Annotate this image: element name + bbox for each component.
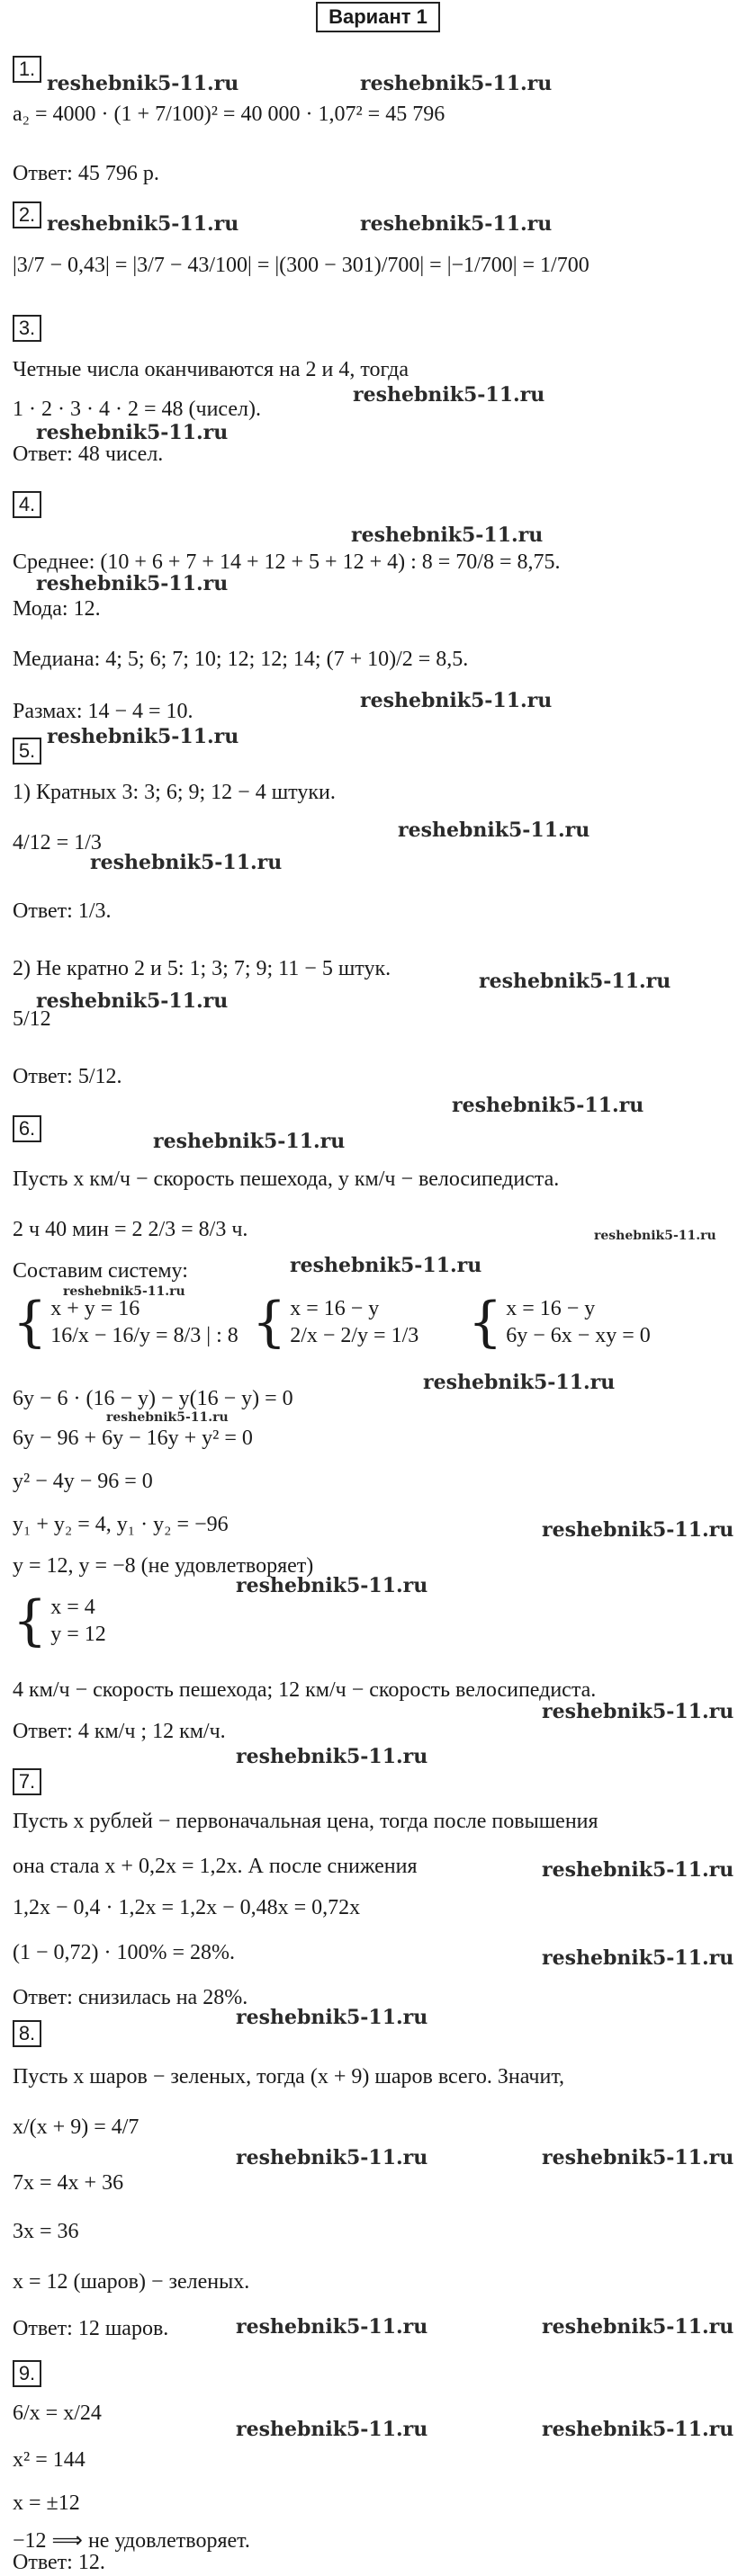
task-5-fraction-2: 5/12 [13, 1007, 51, 1031]
task-5-number: 5. [13, 738, 41, 765]
watermark: reshebnik5-11.ru [479, 970, 671, 993]
task-3-number: 3. [13, 315, 41, 342]
task-4-median: Медиана: 4; 5; 6; 7; 10; 12; 12; 14; (7 + 10)/2 = 8,5. [13, 648, 469, 671]
watermark: reshebnik5-11.ru [398, 818, 590, 842]
watermark: reshebnik5-11.ru [63, 1284, 185, 1299]
task-6-line-1: Пусть x км/ч − скорость пешехода, y км/ч − велосипедиста. [13, 1167, 560, 1191]
task-1-answer: Ответ: 45 796 р. [13, 162, 159, 185]
task-8-answer: Ответ: 12 шаров. [13, 2317, 169, 2340]
task-9-answer: Ответ: 12. [13, 2551, 105, 2574]
task-1-formula: a₂ = 4000 · (1 + 7/100)² = 40 000 · 1,07² = 45 796 [13, 103, 446, 126]
watermark: reshebnik5-11.ru [47, 725, 239, 748]
solution-x: x = 4 [50, 1596, 95, 1619]
watermark: reshebnik5-11.ru [106, 1410, 229, 1425]
watermark: reshebnik5-11.ru [360, 72, 553, 95]
system-3-eq-2: 6y − 6x − xy = 0 [506, 1324, 651, 1347]
task-8-line-3: 3x = 36 [13, 2220, 79, 2243]
variant-title: Вариант 1 [316, 2, 440, 32]
watermark: reshebnik5-11.ru [36, 989, 229, 1013]
task-2-number: 2. [13, 201, 41, 228]
watermark: reshebnik5-11.ru [542, 2418, 734, 2441]
task-8-number: 8. [13, 2020, 41, 2047]
task-6-conclusion: 4 км/ч − скорость пешехода; 12 км/ч − скорость велосипедиста. [13, 1678, 597, 1702]
task-5-line-2: 2) Не кратно 2 и 5: 1; 3; 7; 9; 11 − 5 штук. [13, 957, 392, 980]
task-6-system-1: { x + y = 16 16/x − 16/y = 8/3 | : 8 [13, 1291, 238, 1354]
watermark: reshebnik5-11.ru [423, 1371, 616, 1394]
task-4-mean: Среднее: (10 + 6 + 7 + 14 + 12 + 5 + 12 + 4) : 8 = 70/8 = 8,75. [13, 550, 561, 574]
watermark: reshebnik5-11.ru [47, 212, 239, 236]
watermark: reshebnik5-11.ru [153, 1130, 346, 1153]
watermark: reshebnik5-11.ru [542, 2146, 734, 2169]
task-7-line-1: Пусть x рублей − первоначальная цена, тогда после повышения [13, 1810, 598, 1833]
watermark: reshebnik5-11.ru [36, 572, 229, 595]
watermark: reshebnik5-11.ru [351, 523, 544, 547]
task-3-answer: Ответ: 48 чисел. [13, 443, 164, 466]
watermark: reshebnik5-11.ru [90, 851, 283, 874]
task-6-eq-2: 6y − 96 + 6y − 16y + y² = 0 [13, 1427, 253, 1450]
watermark: reshebnik5-11.ru [452, 1094, 644, 1117]
task-9-number: 9. [13, 2360, 41, 2387]
task-8-line-4: x = 12 (шаров) − зеленых. [13, 2270, 250, 2294]
task-3-line-1: Четные числа оканчиваются на 2 и 4, тогда [13, 358, 410, 381]
watermark: reshebnik5-11.ru [360, 212, 553, 236]
solution-y: y = 12 [50, 1623, 106, 1646]
watermark: reshebnik5-11.ru [353, 383, 545, 407]
task-3-line-2: 1 · 2 · 3 · 4 · 2 = 48 (чисел). [13, 398, 261, 421]
watermark: reshebnik5-11.ru [290, 1254, 482, 1277]
watermark: reshebnik5-11.ru [594, 1229, 716, 1243]
watermark: reshebnik5-11.ru [236, 1745, 428, 1768]
watermark: reshebnik5-11.ru [236, 2418, 428, 2441]
watermark: reshebnik5-11.ru [360, 689, 553, 712]
system-2-eq-2: 2/x − 2/y = 1/3 [290, 1324, 419, 1347]
task-6-answer: Ответ: 4 км/ч ; 12 км/ч. [13, 1720, 226, 1743]
watermark: reshebnik5-11.ru [47, 72, 239, 95]
task-6-system-2: { x = 16 − y 2/x − 2/y = 1/3 [252, 1291, 419, 1354]
task-4-number: 4. [13, 491, 41, 518]
task-5-answer-1: Ответ: 1/3. [13, 899, 112, 923]
task-7-answer: Ответ: снизилась на 28%. [13, 1986, 248, 2009]
task-8-line-2: 7x = 4x + 36 [13, 2171, 124, 2195]
task-6-solution: { x = 4 y = 12 [13, 1589, 106, 1652]
task-5-fraction-1: 4/12 = 1/3 [13, 831, 102, 854]
watermark: reshebnik5-11.ru [542, 2315, 734, 2339]
task-7-line-2: она стала x + 0,2x = 1,2x. А после снижения [13, 1855, 418, 1878]
task-9-line-3: −12 ⟹ не удовлетворяет. [13, 2529, 250, 2553]
task-6-line-2: 2 ч 40 мин = 2 2/3 = 8/3 ч. [13, 1218, 248, 1241]
task-4-mode: Мода: 12. [13, 597, 101, 621]
task-8-line-1: Пусть x шаров − зеленых, тогда (x + 9) шаров всего. Значит, [13, 2065, 565, 2089]
watermark: reshebnik5-11.ru [36, 421, 229, 444]
system-1-eq-2: 16/x − 16/y = 8/3 | : 8 [50, 1324, 238, 1347]
watermark: reshebnik5-11.ru [542, 1946, 734, 1970]
task-6-eq-1: 6y − 6 · (16 − y) − y(16 − y) = 0 [13, 1387, 293, 1410]
task-5-line-1: 1) Кратных 3: 3; 6; 9; 12 − 4 штуки. [13, 781, 336, 804]
task-6-line-3: Составим систему: [13, 1259, 188, 1283]
task-6-eq-3: y² − 4y − 96 = 0 [13, 1470, 153, 1493]
watermark: reshebnik5-11.ru [236, 2146, 428, 2169]
task-9-fraction: 6/x = x/24 [13, 2402, 102, 2425]
task-8-fraction: x/(x + 9) = 4/7 [13, 2115, 140, 2139]
task-9-line-1: x² = 144 [13, 2448, 86, 2472]
watermark: reshebnik5-11.ru [542, 1518, 734, 1542]
system-3-eq-1: x = 16 − y [506, 1297, 596, 1320]
watermark: reshebnik5-11.ru [542, 1700, 734, 1723]
task-6-system-3: { x = 16 − y 6y − 6x − xy = 0 [468, 1291, 651, 1354]
watermark: reshebnik5-11.ru [236, 2315, 428, 2339]
task-7-line-4: (1 − 0,72) · 100% = 28%. [13, 1941, 236, 1964]
task-9-line-2: x = ±12 [13, 2491, 80, 2515]
task-6-number: 6. [13, 1115, 41, 1142]
watermark: reshebnik5-11.ru [542, 1858, 734, 1882]
task-4-range: Размах: 14 − 4 = 10. [13, 700, 194, 723]
task-1-number: 1. [13, 56, 41, 83]
watermark: reshebnik5-11.ru [236, 1574, 428, 1597]
header [0, 0, 756, 38]
task-2-formula: |3/7 − 0,43| = |3/7 − 43/100| = |(300 − 301)/700| = |−1/700| = 1/700 [13, 254, 590, 277]
task-6-eq-4: y₁ + y₂ = 4, y₁ · y₂ = −96 [13, 1513, 229, 1536]
task-7-line-3: 1,2x − 0,4 · 1,2x = 1,2x − 0,48x = 0,72x [13, 1896, 361, 1919]
task-6-eq-5: y = 12, y = −8 (не удовлетворяет) [13, 1554, 314, 1578]
system-2-eq-1: x = 16 − y [290, 1297, 380, 1320]
watermark: reshebnik5-11.ru [236, 2006, 428, 2029]
task-7-number: 7. [13, 1768, 41, 1795]
system-1-eq-1: x + y = 16 [50, 1297, 140, 1320]
task-5-answer-2: Ответ: 5/12. [13, 1065, 122, 1088]
